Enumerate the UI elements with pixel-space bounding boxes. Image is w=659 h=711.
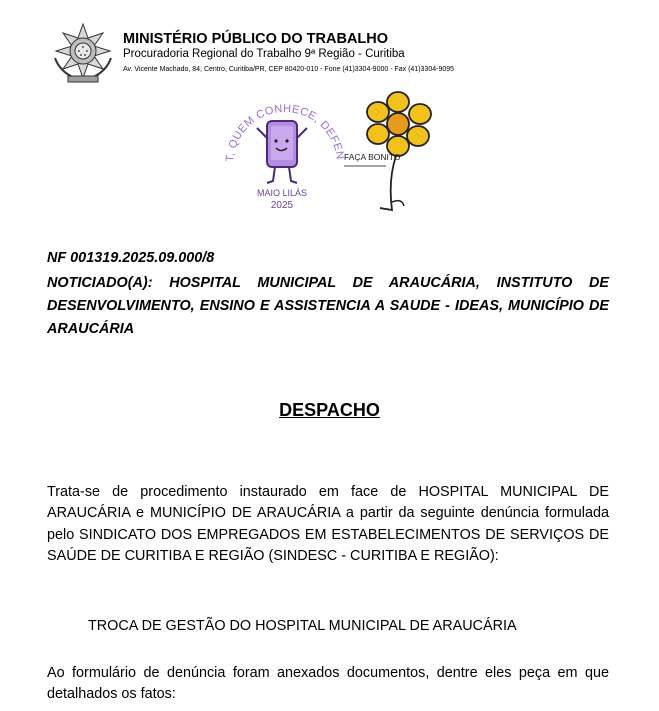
denuncia-quote: TROCA DE GESTÃO DO HOSPITAL MUNICIPAL DE ARAUCÁRIA	[88, 618, 517, 634]
faca-bonito-logo	[340, 90, 440, 214]
svg-text:FAÇA BONITO: FAÇA BONITO	[344, 152, 401, 162]
noticiado-line: NOTICIADO(A): HOSPITAL MUNICIPAL DE ARAUCÁRIA, INSTITUTO DE DESENVOLVIMENTO, ENSINO E ASSISTENCIA A SAUDE - IDEAS, MUNICÍPIO DE ARAUCÁRIA	[47, 275, 609, 337]
org-subtitle: Procuradoria Regional do Trabalho 9ª Região - Curitiba	[123, 48, 405, 60]
svg-text:CLT, QUEM CONHECE, DEFENDE: T, QUEM CONHECE, DEFEN	[223, 102, 346, 163]
paragraph-intro: Trata-se de procedimento instaurado em face de HOSPITAL MUNICIPAL DE ARAUCÁRIA e MUNICÍPIO DE ARAUCÁRIA a partir da seguinte denúncia formulada pelo SINDICATO DOS EMPREGADOS EM ESTABELECIMENTOS DE SERVIÇOS DE SAÚDE DE CURITIBA E REGIÃO (SINDESC - CURITIBA E REGIÃO):	[47, 484, 609, 564]
coat-of-arms-icon	[50, 22, 116, 84]
svg-text:2025: 2025	[270, 200, 294, 211]
maio-lilas-logo	[215, 86, 350, 214]
org-title: MINISTÉRIO PÚBLICO DO TRABALHO	[123, 31, 389, 47]
org-address: Av. Vicente Machado, 84, Centro, Curitiba/PR, CEP 80420-010 - Fone (41)3304-9000 - Fax (41)3304-9095	[123, 66, 455, 73]
svg-text:MAIO LILÁS: MAIO LILÁS	[256, 188, 308, 198]
paragraph-attachments: Ao formulário de denúncia foram anexados documentos, dentre eles peça em que detalhados os fatos:	[47, 665, 609, 703]
document-title: DESPACHO	[279, 400, 380, 420]
nf-number: NF 001319.2025.09.000/8	[47, 250, 215, 266]
